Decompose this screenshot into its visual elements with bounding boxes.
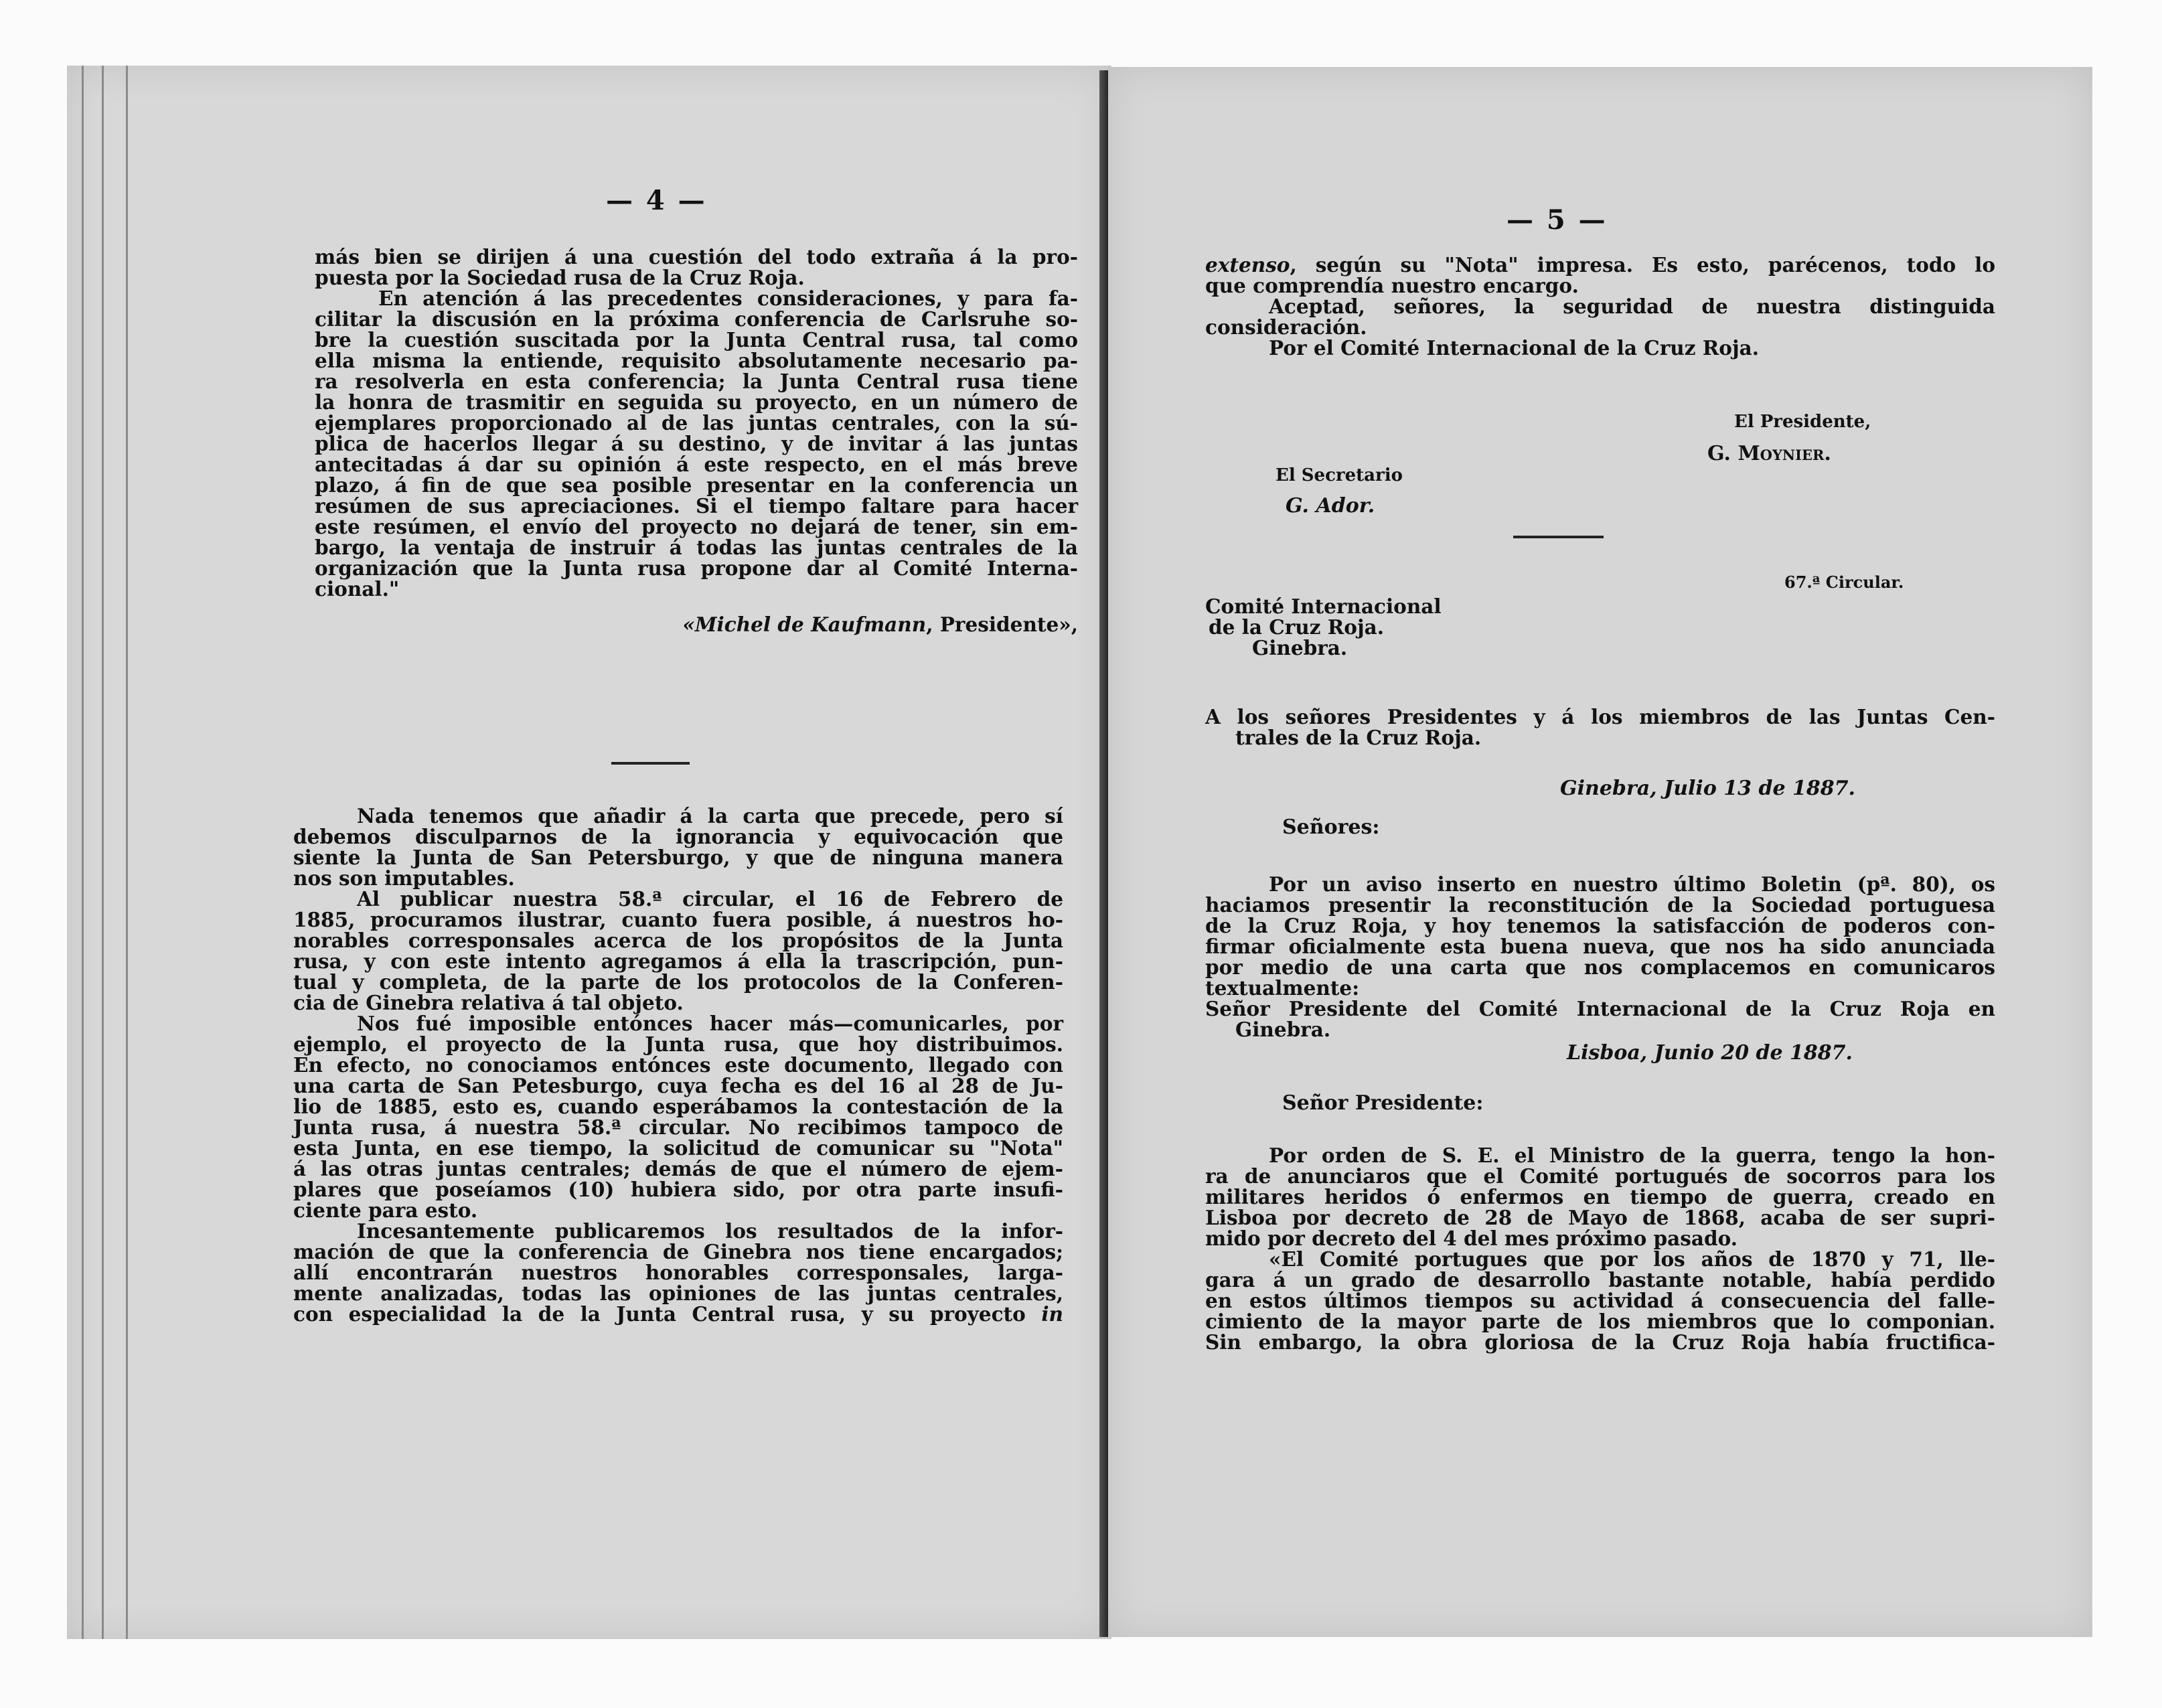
left-column-top (315, 246, 1078, 635)
left-page (67, 66, 1111, 1639)
circular-label: 67.ª Circular. (1784, 572, 1904, 592)
text-line: Señor Presidente del Comité Internacional de la Cruz Roja en (1205, 997, 1995, 1020)
signature-title: , Presidente», (926, 613, 1078, 636)
text-line: bargo, la ventaja de instruir á todas las juntas centrales de la (315, 536, 1078, 559)
text-line: trales de la Cruz Roja. (1235, 726, 1482, 749)
text-line: allí encontrarán nuestros honorables corresponsales, larga- (293, 1261, 1063, 1284)
text-fragment: con especialidad la de la Junta Central rusa, y su proyecto (293, 1302, 1026, 1326)
text-line-first (1205, 254, 1995, 275)
text-line: Al publicar nuestra 58.ª circular, el 16 de Febrero de (357, 887, 1063, 911)
signature-name: «Michel de Kaufmann (682, 613, 927, 636)
text-line: puesta por la Sociedad rusa de la Cruz Roja. (315, 266, 805, 289)
text-line: nos son imputables. (293, 866, 515, 890)
text-line: plica de hacerlos llegar á su destino, y de invitar á las juntas (315, 432, 1078, 455)
text-line: Por un aviso inserto en nuestro último Boletin (pª. 80), os (1269, 872, 1995, 896)
text-line: «El Comité portugues que por los años de 1870 y 71, lle- (1269, 1247, 1995, 1271)
page-edge-line (102, 66, 104, 1639)
text-line: En efecto, no conociamos entónces este documento, llegado con (293, 1053, 1063, 1077)
text-line: ejemplo, el proyecto de la Junta rusa, que hoy distribuimos. (293, 1032, 1063, 1056)
left-column-bottom (293, 805, 1063, 1324)
text-line: ciente para esto. (293, 1198, 478, 1222)
text-line: de la Cruz Roja, y hoy tenemos la satisfacción de poderos con- (1205, 914, 1995, 937)
text-line: Por el Comité Internacional de la Cruz Roja. (1269, 336, 1759, 360)
text-line: en estos últimos tiempos su actividad á consecuencia del falle- (1205, 1289, 1995, 1312)
text-line: Sin embargo, la obra gloriosa de la Cruz Roja había fructifica- (1205, 1330, 1995, 1354)
page-edge-line (126, 66, 128, 1639)
text-line: este resúmen, el envío del proyecto no dejará de tener, sin em- (315, 515, 1078, 538)
text-line: 1885, procuramos ilustrar, cuanto fuera posible, á nuestros ho- (293, 908, 1063, 931)
text-line: Nos fué imposible entónces hacer más—comunicarles, por (357, 1012, 1063, 1035)
italic-word: in (1041, 1302, 1063, 1326)
section-divider (1513, 536, 1604, 538)
text-line: tual y completa, de la parte de los protocolos de la Conferen- (293, 970, 1063, 994)
page-edge-line (82, 66, 84, 1639)
text-line: ra de anunciaros que el Comité portugués de socorros para los (1205, 1164, 1995, 1188)
right-page (1108, 67, 2092, 1637)
text-line: lio de 1885, esto es, cuando esperábamos la contestación de la (293, 1095, 1063, 1118)
date-line: Ginebra, Julio 13 de 1887. (1560, 777, 1855, 800)
text-line: esta Junta, en ese tiempo, la solicitud de comunicar su "Nota" (293, 1136, 1063, 1160)
secretary-name: G. Ador. (1286, 494, 1375, 518)
text-line: gara á un grado de desarrollo bastante notable, había perdido (1205, 1268, 1995, 1292)
text-line: mación de que la conferencia de Ginebra nos tiene encargados; (293, 1240, 1063, 1263)
text-line: militares heridos ó enfermos en tiempo de guerra, creado en (1205, 1185, 1995, 1209)
lisbon-date: Lisboa, Junio 20 de 1887. (1567, 1041, 1853, 1065)
text-line: la honra de trasmitir en seguida su proyecto, en un número de (315, 390, 1078, 414)
section-divider (611, 762, 690, 765)
text-line: Lisboa por decreto de 28 de Mayo de 1868, acaba de ser supri- (1205, 1206, 1995, 1229)
text-line: antecitadas á dar su opinión á este respecto, en el más breve (315, 453, 1078, 476)
text-line: mente analizadas, todas las opiniones de las juntas centrales, (293, 1282, 1063, 1305)
text-line: que comprendía nuestro encargo. (1205, 274, 1579, 297)
text-line: organización que la Junta rusa propone dar al Comité Interna- (315, 556, 1078, 580)
text-line-last (293, 1304, 1063, 1324)
text-line: resúmen de sus apreciaciones. Si el tiempo faltare para hacer (315, 494, 1078, 518)
recipients-block (1205, 706, 1995, 748)
text-line: plazo, á fin de que sea posible presentar en la conferencia un (315, 473, 1078, 497)
text-line: Ginebra. (1235, 1018, 1331, 1041)
page-number-right: — 5 — (1507, 204, 1608, 236)
president-name: G. Moynier. (1707, 442, 1831, 465)
text-line: ejemplares proporcionado al de las juntas centrales, con la sú- (315, 411, 1078, 435)
text-line: consideración. (1205, 315, 1367, 339)
text-line: textualmente: (1205, 976, 1360, 1000)
text-line: Incesantemente publicaremos los resultados de la infor- (357, 1219, 1063, 1243)
address-block (1205, 596, 1540, 658)
address-line: de la Cruz Roja. (1209, 615, 1384, 639)
text-line: Nada tenemos que añadir á la carta que precede, pero sí (357, 804, 1063, 828)
address-line: Ginebra. (1252, 636, 1348, 659)
text-fragment: , según su "Nota" impresa. Es esto, parécenos, todo lo (1290, 253, 1995, 277)
text-line: cional." (315, 577, 400, 601)
text-line: haciamos presentir la reconstitución de la Sociedad portuguesa (1205, 893, 1995, 917)
text-line: Junta rusa, á nuestra 58.ª circular. No recibimos tampoco de (293, 1115, 1063, 1139)
text-line: cimiento de la mayor parte de los miembros que lo componian. (1205, 1310, 1995, 1333)
text-line: una carta de San Petesburgo, cuya fecha es del 16 al 28 de Ju- (293, 1074, 1063, 1097)
text-line: siente la Junta de San Petersburgo, y que de ninguna manera (293, 846, 1063, 869)
text-line: más bien se dirijen á una cuestión del todo extraña á la pro- (315, 245, 1078, 268)
text-line: ra resolverla en esta conferencia; la Junta Central rusa tiene (315, 370, 1078, 393)
signature-kaufmann (315, 614, 1078, 635)
secretary-title: El Secretario (1276, 465, 1403, 485)
salutation: Señores: (1282, 816, 1380, 839)
text-line: ella misma la entiende, requisito absolutamente necesario pa- (315, 349, 1078, 372)
text-line: firmar oficialmente esta buena nueva, que nos ha sido anunciada (1205, 935, 1995, 958)
body-block-2 (1205, 1145, 1995, 1352)
address-line: Comité Internacional (1205, 595, 1442, 618)
president-title: El Presidente, (1734, 412, 1871, 432)
page-number-left: — 4 — (606, 185, 707, 216)
text-line: Aceptad, señores, la seguridad de nuestra distinguida (1269, 295, 1995, 318)
italic-word: extenso (1205, 253, 1290, 277)
text-line: A los señores Presidentes y á los miembros de las Juntas Cen- (1205, 705, 1995, 728)
text-line: En atención á las precedentes consideraciones, y para fa- (378, 287, 1078, 310)
text-line: debemos disculparnos de la ignorancia y equivocación que (293, 825, 1063, 848)
text-line: por medio de una carta que nos complacemos en comunicaros (1205, 955, 1995, 979)
text-line: cilitar la discusión en la próxima conferencia de Carlsruhe so- (315, 307, 1078, 331)
text-line: á las otras juntas centrales; demás de que el número de ejem- (293, 1157, 1063, 1180)
text-line: mido por decreto del 4 del mes próximo pasado. (1205, 1227, 1738, 1250)
text-line: rusa, y con este intento agregamos á ella la trascripción, pun- (293, 949, 1063, 973)
body-block-1 (1205, 874, 1995, 1040)
text-line: bre la cuestión suscitada por la Junta Central rusa, tal como (315, 328, 1078, 352)
text-line: plares que poseíamos (10) hubiera sido, por otra parte insufi- (293, 1178, 1063, 1201)
text-line: Por orden de S. E. el Ministro de la guerra, tengo la hon- (1269, 1144, 1995, 1167)
salutation-2: Señor Presidente: (1282, 1091, 1484, 1115)
right-column-top (1205, 254, 1995, 358)
text-line: norables corresponsales acerca de los propósitos de la Junta (293, 929, 1063, 952)
text-line: cia de Ginebra relativa á tal objeto. (293, 991, 684, 1014)
